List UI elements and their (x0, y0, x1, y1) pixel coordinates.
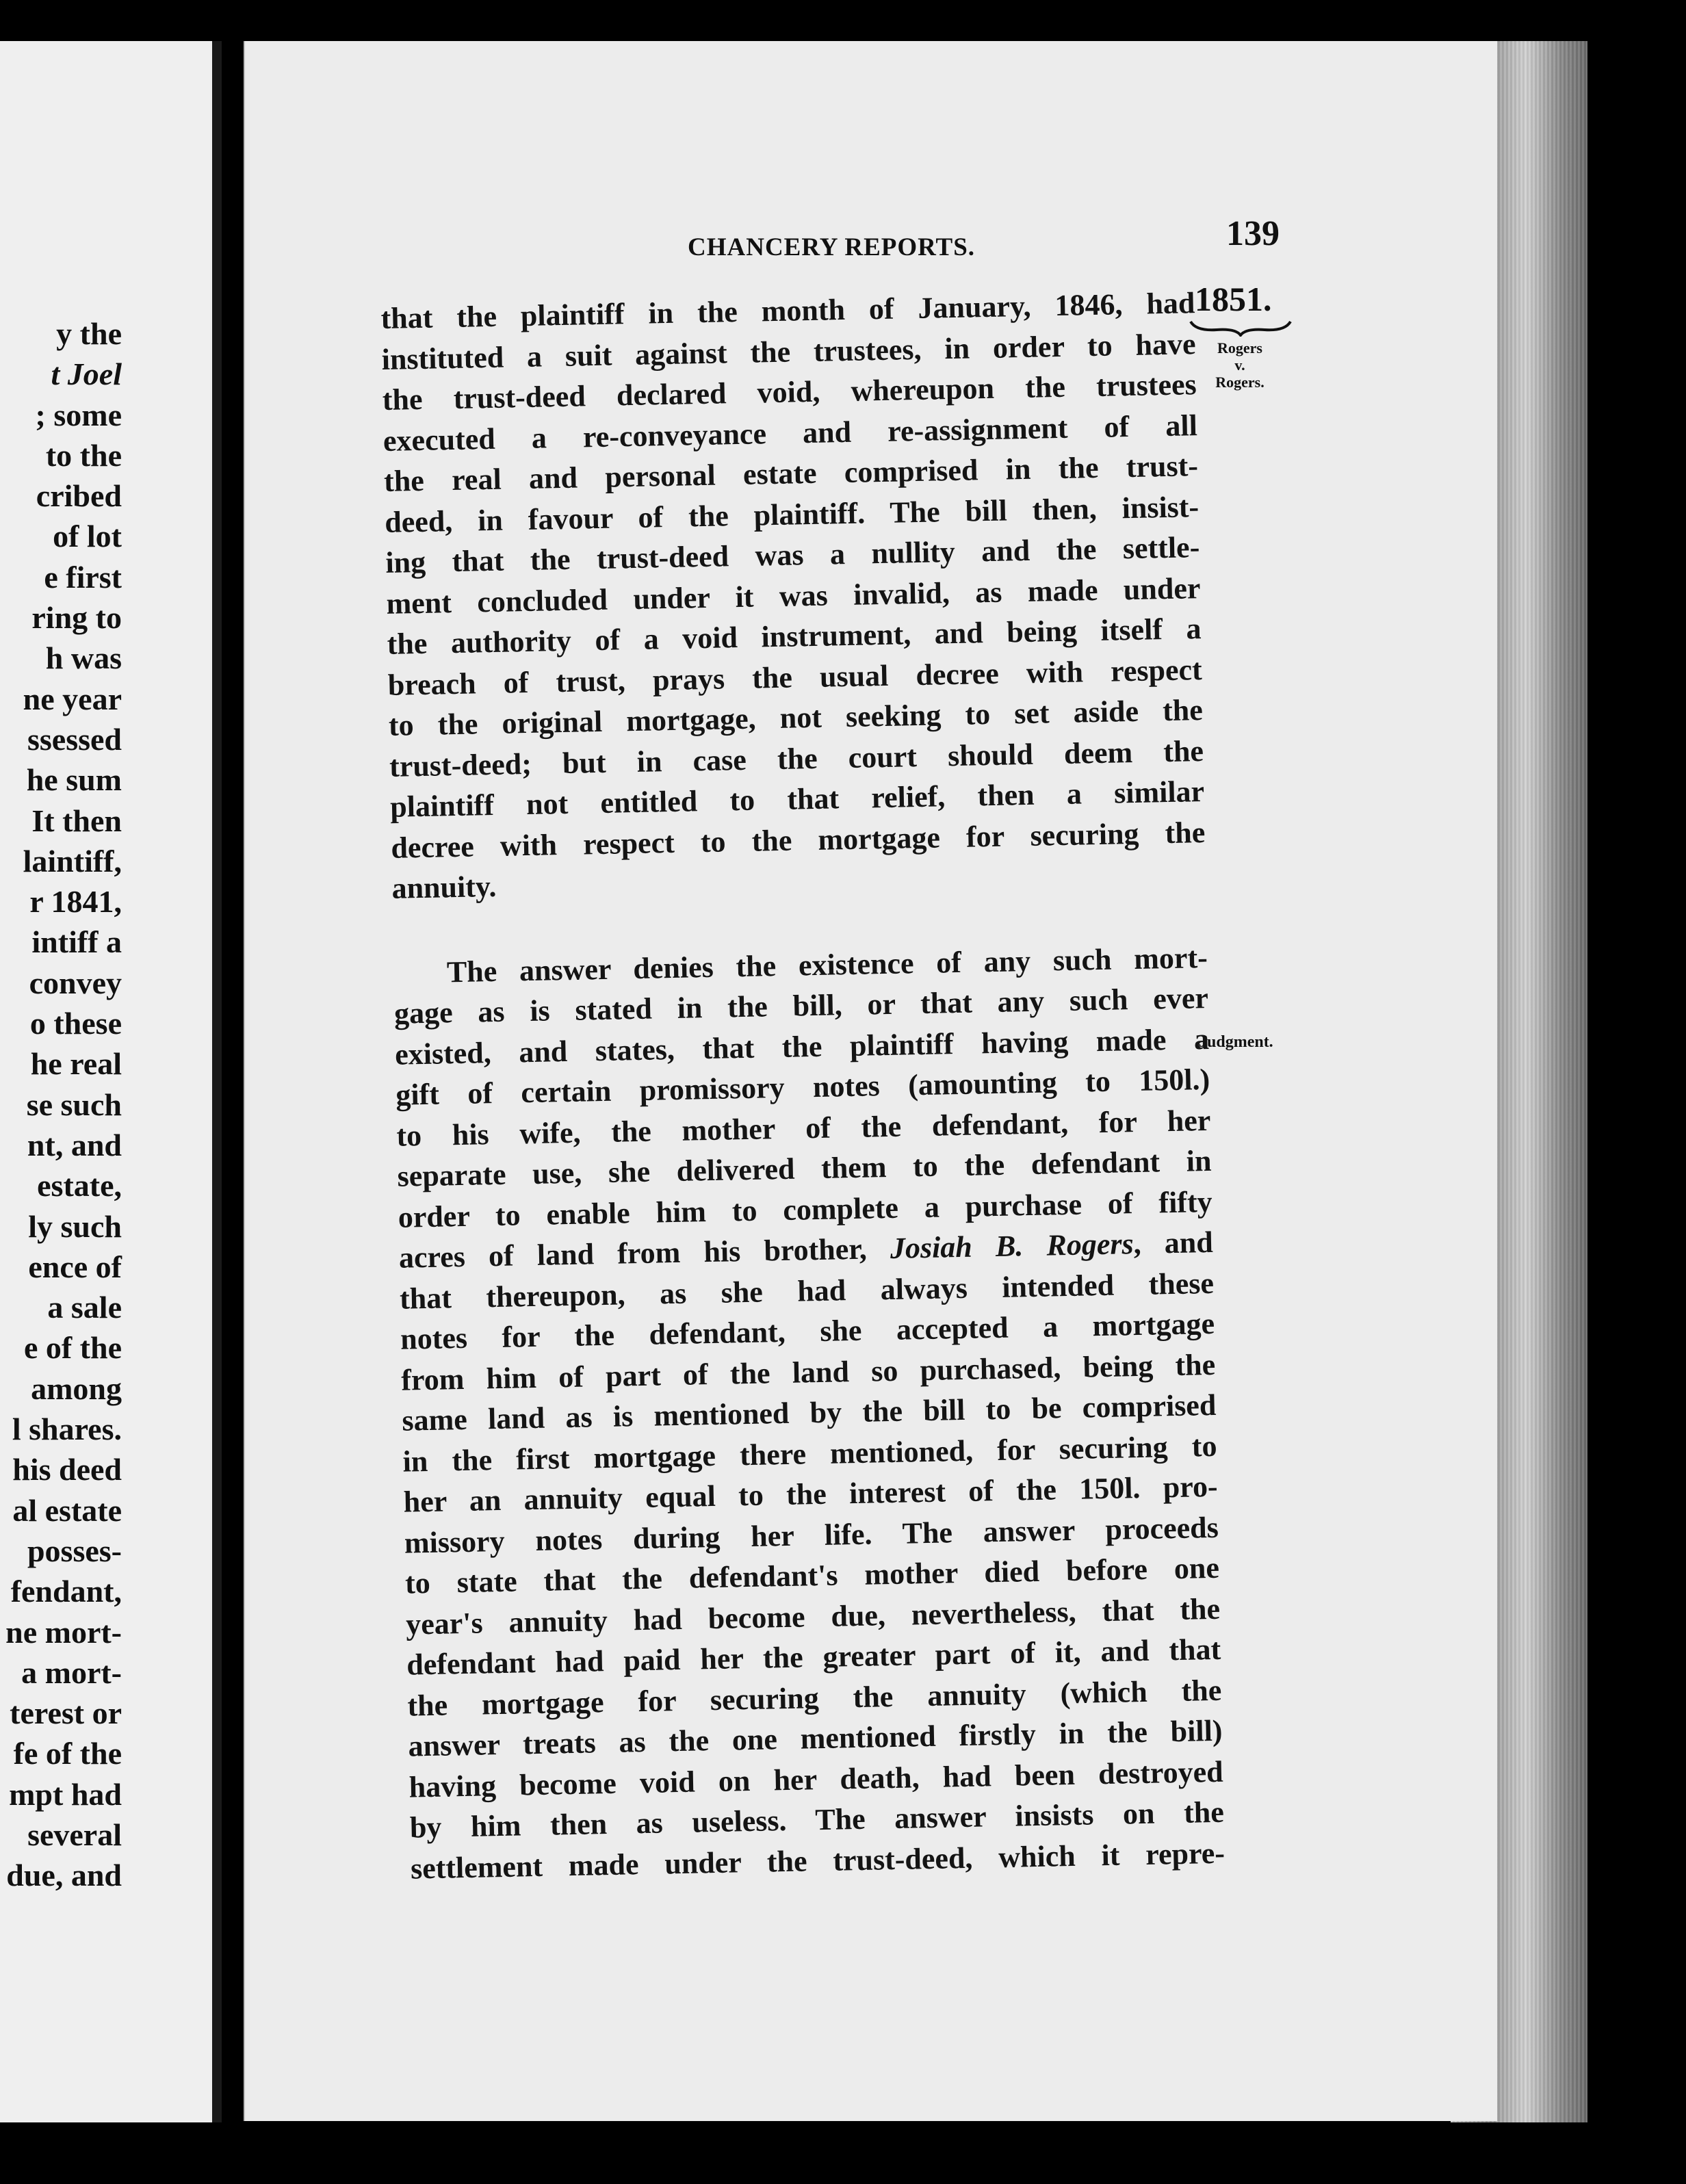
running-head: CHANCERY REPORTS. (688, 233, 976, 261)
margin-brace (1189, 319, 1292, 337)
text-line: notes for the defendant, she accepted a mortgage (400, 1306, 1215, 1356)
left-page-line: e first (44, 559, 122, 595)
left-page-line: laintiff, (23, 843, 122, 879)
left-page-line: intiff a (31, 924, 122, 960)
text-line: annuity. (391, 869, 497, 905)
left-page-line: cribed (36, 478, 122, 514)
left-page-line: among (31, 1370, 122, 1406)
paragraph-1 (380, 283, 1206, 909)
text-line: missory notes during her life. The answer proceeds (404, 1510, 1219, 1560)
text-line: defendant had paid her the greater part of it, and that (406, 1632, 1221, 1682)
text-line: same land as is mentioned by the bill to be comprised (402, 1388, 1217, 1438)
left-page-line: nt, and (27, 1127, 122, 1162)
left-page-line: fendant, (10, 1574, 122, 1609)
left-page-line: he sum (26, 762, 122, 798)
margin-judgment-note: Judgment. (1199, 1033, 1273, 1051)
left-page-line: ne mort- (5, 1614, 122, 1650)
left-page-line: ssessed (27, 721, 122, 757)
left-page-text (0, 313, 212, 1896)
text-line: the authority of a void instrument, and being itself a (387, 612, 1202, 661)
margin-case-name (1199, 339, 1281, 391)
case-party-2: Rogers. (1215, 374, 1264, 391)
text-line: The answer denies the existence of any such mort- (446, 940, 1208, 989)
left-page-line: a sale (47, 1290, 122, 1325)
text-line: plaintiff not entitled to that relief, then a similar (389, 775, 1205, 824)
text-line: year's annuity had become due, nevertheless, that the (405, 1591, 1221, 1641)
case-party-1: Rogers (1217, 339, 1262, 356)
text-line: her an annuity equal to the interest of the 150l. pro- (403, 1469, 1219, 1519)
left-page-fragment (0, 41, 222, 2162)
left-page-line: convey (29, 965, 122, 1000)
text-line: instituted a suit against the trustees, in order to have (381, 326, 1196, 376)
left-page-line: of lot (53, 519, 122, 554)
text-line: in the first mortgage there mentioned, for securing to (402, 1429, 1217, 1479)
left-page-line: h was (45, 640, 122, 676)
text-line: to his wife, the mother of the defendant, for her (396, 1103, 1211, 1153)
left-page-line: e of the (23, 1330, 122, 1366)
text-line: gage as is stated in the bill, or that any such ever (393, 980, 1209, 1030)
text-line: to state that the defendant's mother died before one (404, 1550, 1220, 1600)
left-page-line: estate, (37, 1168, 122, 1204)
text-line: that thereupon, as she had always intended these (399, 1266, 1215, 1316)
left-page-line: his deed (12, 1452, 122, 1487)
italic-name: Josiah B. Rogers (890, 1227, 1134, 1265)
left-page-line: a mort- (21, 1654, 122, 1690)
page-number: 139 (1226, 214, 1280, 253)
text-line: to the original mortgage, not seeking to set aside the (388, 693, 1204, 742)
left-page-line: posses- (27, 1533, 122, 1568)
case-versus: v. (1234, 356, 1245, 374)
left-page-line: ence of (28, 1249, 122, 1284)
left-page-line: o these (29, 1006, 122, 1041)
body-text (380, 283, 1225, 1888)
left-page-line: terest or (10, 1695, 122, 1731)
text-line: answer treats as the one mentioned firstly in the bill) (408, 1713, 1223, 1763)
left-page-line: It then (31, 803, 122, 838)
text-line: trust-deed; but in case the court should deem the (389, 733, 1204, 783)
text-line: that the plaintiff in the month of January, 1846, had (380, 286, 1195, 335)
text-line: ment concluded under it was invalid, as made under (386, 571, 1201, 621)
text-line: the real and personal estate comprised in the trust- (383, 449, 1199, 498)
text-line: executed a re-conveyance and re-assignment of all (382, 408, 1198, 458)
text-line: acres of land from his brother, Josiah B. Rogers, and (398, 1225, 1214, 1275)
left-page-line: several (27, 1817, 122, 1852)
text-line: having become void on her death, had been destroyed (408, 1754, 1224, 1804)
left-page-line: ne year (23, 681, 122, 716)
left-page-line: se such (26, 1087, 122, 1122)
text-line: deed, in favour of the plaintiff. The bill then, insist- (384, 489, 1199, 539)
scan-border (0, 2122, 1686, 2184)
text-line: ing that the trust-deed was a nullity and the settle- (385, 530, 1200, 580)
text-line: from him of part of the land so purchased, being the (400, 1347, 1216, 1397)
left-page-line: fe of the (13, 1736, 122, 1771)
text-line: settlement made under the trust-deed, which it repre- (410, 1836, 1225, 1886)
left-page-line: he real (30, 1046, 122, 1082)
left-page-line: y the (56, 316, 122, 351)
left-page-line: due, and (6, 1858, 122, 1893)
text-line: order to enable him to complete a purchase of fifty (398, 1184, 1213, 1234)
text-line: by him then as useless. The answer insists on the (409, 1795, 1225, 1845)
left-page-line: r 1841, (29, 884, 122, 920)
text-line: the mortgage for securing the annuity (which the (407, 1673, 1222, 1723)
text-line: gift of certain promissory notes (amounting to 150l.) (395, 1062, 1210, 1112)
text-line: breach of trust, prays the usual decree with respect (387, 652, 1203, 702)
left-page-line: al estate (12, 1492, 122, 1528)
left-page-line: ly such (28, 1208, 122, 1244)
margin-year: 1851. (1195, 280, 1272, 318)
text-line: separate use, she delivered them to the defendant in (397, 1143, 1212, 1193)
left-page-line: ; some (35, 397, 122, 432)
left-page-line: mpt had (9, 1776, 122, 1812)
left-page-line: t Joel (51, 356, 122, 392)
paragraph-2 (393, 937, 1225, 1888)
left-page-line: ring to (31, 600, 122, 636)
text-line: the trust-deed declared void, whereupon the trustees (382, 367, 1197, 417)
left-page-line: l shares. (12, 1412, 122, 1447)
left-page-line: to the (45, 437, 122, 473)
text-line: decree with respect to the mortgage for securing the (390, 815, 1206, 865)
text-line: existed, and states, that the plaintiff having made a (394, 1022, 1210, 1071)
